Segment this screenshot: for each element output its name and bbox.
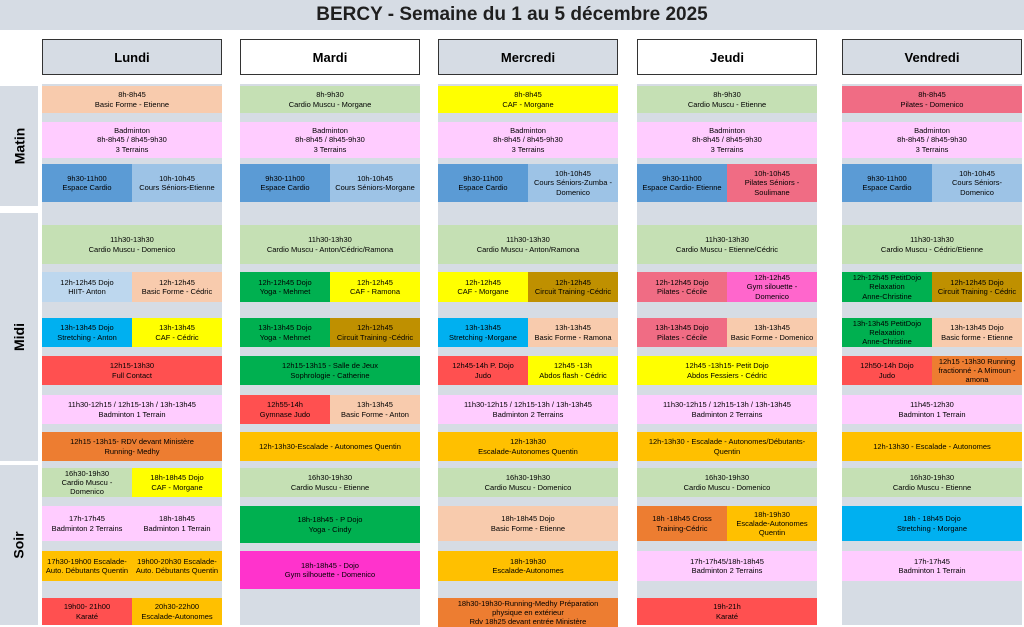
period-label-text: Matin <box>11 127 27 165</box>
schedule-cell-lundi: 11h30-12h15 / 12h15-13h / 13h-13h45 Badminton 1 Terrain <box>42 395 222 424</box>
schedule-cell-mercredi: 11h30-13h30 Cardio Muscu - Anton/Ramona <box>438 225 618 264</box>
day-header-lundi: Lundi <box>42 39 222 75</box>
day-header-mardi: Mardi <box>240 39 420 75</box>
schedule-cell-jeudi: 16h30-19h30 Cardio Muscu - Domenico <box>637 468 817 497</box>
schedule-cell-lundi: 11h30-13h30 Cardio Muscu - Domenico <box>42 225 222 264</box>
schedule-cell-mercredi: 18h-19h30 Escalade-Autonomes <box>438 551 618 581</box>
schedule-cell-mardi: 10h-10h45 Cours Séniors-Morgane <box>330 164 420 202</box>
schedule-cell-lundi: 13h-13h45 CAF - Cédric <box>132 318 222 347</box>
schedule-cell-mardi: 9h30-11h00 Espace Cardio <box>240 164 330 202</box>
schedule-cell-mardi: 13h-13h45 Basic Forme - Anton <box>330 395 420 424</box>
page-title: BERCY - Semaine du 1 au 5 décembre 2025 <box>0 0 1024 30</box>
schedule-cell-vendredi: 11h30-13h30 Cardio Muscu - Cédric/Etienne <box>842 225 1022 264</box>
schedule-cell-lundi: 10h-10h45 Cours Séniors-Etienne <box>132 164 222 202</box>
schedule-cell-vendredi: 17h-17h45 Badminton 1 Terrain <box>842 551 1022 581</box>
schedule-cell-mardi: 8h-9h30 Cardio Muscu - Morgane <box>240 86 420 113</box>
schedule-cell-lundi: 18h-18h45 Dojo CAF - Morgane <box>132 468 222 497</box>
schedule-cell-lundi: 18h-18h45 Badminton 1 Terrain <box>132 506 222 541</box>
schedule-cell-jeudi: 11h30-13h30 Cardio Muscu - Etienne/Cédric <box>637 225 817 264</box>
schedule-cell-lundi: 17h-17h45 Badminton 2 Terrains <box>42 506 132 541</box>
schedule-cell-mardi: 12h-12h45 Dojo Yoga - Mehmet <box>240 272 330 302</box>
schedule-cell-vendredi: 12h50-14h Dojo Judo <box>842 356 932 385</box>
schedule-cell-vendredi: 16h30-19h30 Cardio Muscu - Etienne <box>842 468 1022 497</box>
schedule-cell-lundi: Badminton 8h-8h45 / 8h45-9h30 3 Terrains <box>42 122 222 158</box>
schedule-cell-vendredi: 8h-8h45 Pilates - Domenico <box>842 86 1022 113</box>
schedule-cell-lundi: 12h15 -13h15- RDV devant Ministère Running- Medhy <box>42 432 222 461</box>
schedule-cell-lundi: 9h30-11h00 Espace Cardio <box>42 164 132 202</box>
schedule-cell-vendredi: 11h45-12h30 Badminton 1 Terrain <box>842 395 1022 424</box>
schedule-cell-lundi: 8h-8h45 Basic Forme - Etienne <box>42 86 222 113</box>
schedule-cell-mercredi: 12h45 -13h Abdos flash - Cédric <box>528 356 618 385</box>
schedule-cell-mardi: 11h30-13h30 Cardio Muscu - Anton/Cédric/Ramona <box>240 225 420 264</box>
day-header-vendredi: Vendredi <box>842 39 1022 75</box>
schedule-cell-jeudi: 12h45 -13h15- Petit Dojo Abdos Fessiers - Cédric <box>637 356 817 385</box>
schedule-cell-mardi: 12h55-14h Gymnase Judo <box>240 395 330 424</box>
schedule-cell-mardi: 12h15-13h15 - Salle de Jeux Sophrologie - Catherine <box>240 356 420 385</box>
schedule-cell-lundi: 13h-13h45 Dojo Stretching - Anton <box>42 318 132 347</box>
schedule-cell-mardi: 13h-13h45 Dojo Yoga - Mehmet <box>240 318 330 347</box>
schedule-cell-mardi: 12h-13h30-Escalade - Autonomes Quentin <box>240 432 420 461</box>
schedule-cell-vendredi: 12h15 -13h30 Running fractionné - A Mimoun - amona <box>932 356 1022 385</box>
schedule-cell-mardi: 18h-18h45 - Dojo Gym silhouette - Domenico <box>240 551 420 589</box>
schedule-cell-vendredi: 18h - 18h45 Dojo Stretching - Morgane <box>842 506 1022 541</box>
schedule-cell-lundi: 12h15-13h30 Full Contact <box>42 356 222 385</box>
schedule-cell-jeudi: 13h-13h45 Dojo Pilates - Cécile <box>637 318 727 347</box>
schedule-cell-vendredi: 13h-13h45 Dojo Basic forme - Etienne <box>932 318 1022 347</box>
schedule-cell-mardi: Badminton 8h-8h45 / 8h45-9h30 3 Terrains <box>240 122 420 158</box>
schedule-cell-lundi: 12h-12h45 Dojo HIIT- Anton <box>42 272 132 302</box>
period-label-soir <box>0 465 38 625</box>
schedule-cell-vendredi: 10h-10h45 Cours Séniors- Domenico <box>932 164 1022 202</box>
schedule-cell-lundi: 19h00- 21h00 Karaté <box>42 598 132 625</box>
schedule-cell-jeudi: 19h-21h Karaté <box>637 598 817 625</box>
schedule-cell-jeudi: 12h-12h45 Gym silouette - Domenico <box>727 272 817 302</box>
schedule-cell-mardi: 16h30-19h30 Cardio Muscu - Etienne <box>240 468 420 497</box>
schedule-cell-lundi: 12h-12h45 Basic Forme - Cédric <box>132 272 222 302</box>
schedule-cell-jeudi: 18h -18h45 Cross Training-Cédric <box>637 506 727 541</box>
schedule-cell-mardi: 12h-12h45 CAF - Ramona <box>330 272 420 302</box>
schedule-cell-mardi: 18h-18h45 - P Dojo Yoga - Cindy <box>240 506 420 543</box>
schedule-cell-jeudi: 11h30-12h15 / 12h15-13h / 13h-13h45 Badminton 2 Terrains <box>637 395 817 424</box>
day-header-mercredi: Mercredi <box>438 39 618 75</box>
schedule-cell-mercredi: 12h-13h30 Escalade-Autonomes Quentin <box>438 432 618 461</box>
schedule-cell-mercredi: 8h-8h45 CAF - Morgane <box>438 86 618 113</box>
schedule-cell-vendredi: 12h-12h45 Dojo Circuit Training - Cédric <box>932 272 1022 302</box>
schedule-cell-mercredi: 13h-13h45 Stretching -Morgane <box>438 318 528 347</box>
schedule-cell-mercredi: 13h-13h45 Basic Forme - Ramona <box>528 318 618 347</box>
schedule-cell-jeudi: Badminton 8h-8h45 / 8h45-9h30 3 Terrains <box>637 122 817 158</box>
schedule-cell-vendredi: 9h30-11h00 Espace Cardio <box>842 164 932 202</box>
schedule-cell-jeudi: 10h-10h45 Pilates Séniors - Soulimane <box>727 164 817 202</box>
schedule-cell-mercredi: Badminton 8h-8h45 / 8h45-9h30 3 Terrains <box>438 122 618 158</box>
schedule-cell-vendredi: 12h-12h45 PetitDojo Relaxation Anne-Christine <box>842 272 932 302</box>
schedule-cell-jeudi: 12h-12h45 Dojo Pilates - Cécile <box>637 272 727 302</box>
period-label-midi <box>0 213 38 461</box>
schedule-cell-mercredi: 9h30-11h00 Espace Cardio <box>438 164 528 202</box>
period-label-matin <box>0 86 38 206</box>
schedule-cell-mercredi: 18h-18h45 Dojo Basic Forme - Etienne <box>438 506 618 541</box>
schedule-cell-jeudi: 8h-9h30 Cardio Muscu - Etienne <box>637 86 817 113</box>
schedule-cell-vendredi: Badminton 8h-8h45 / 8h45-9h30 3 Terrains <box>842 122 1022 158</box>
schedule-cell-jeudi: 12h-13h30 - Escalade - Autonomes/Débutants- Quentin <box>637 432 817 461</box>
schedule-cell-mercredi: 18h30-19h30-Running-Medhy Préparation physique en extérieur Rdv 18h25 devant entrée Ministère <box>438 598 618 627</box>
schedule-cell-mercredi: 16h30-19h30 Cardio Muscu - Domenico <box>438 468 618 497</box>
schedule-cell-lundi: 20h30-22h00 Escalade-Autonomes <box>132 598 222 625</box>
schedule-cell-mercredi: 10h-10h45 Cours Séniors-Zumba - Domenico <box>528 164 618 202</box>
schedule-cell-jeudi: 18h-19h30 Escalade-Autonomes Quentin <box>727 506 817 541</box>
schedule-cell-lundi: 16h30-19h30 Cardio Muscu - Domenico <box>42 468 132 497</box>
schedule-cell-mardi: 12h-12h45 Circuit Training -Cédric <box>330 318 420 347</box>
day-header-jeudi: Jeudi <box>637 39 817 75</box>
period-label-text: Soir <box>10 531 27 559</box>
schedule-cell-jeudi: 9h30-11h00 Espace Cardio- Etienne <box>637 164 727 202</box>
schedule-cell-lundi: 19h00-20h30 Escalade- Auto. Débutants Quentin <box>132 551 222 581</box>
schedule-cell-vendredi: 13h-13h45 PetitDojo Relaxation Anne-Christine <box>842 318 932 347</box>
schedule-cell-mercredi: 12h-12h45 Circuit Training -Cédric <box>528 272 618 302</box>
schedule-cell-vendredi: 12h-13h30 - Escalade - Autonomes <box>842 432 1022 461</box>
schedule-cell-mercredi: 12h45-14h P. Dojo Judo <box>438 356 528 385</box>
period-label-text: Midi <box>11 323 27 351</box>
schedule-cell-jeudi: 17h-17h45/18h-18h45 Badminton 2 Terrains <box>637 551 817 581</box>
schedule-cell-mercredi: 12h-12h45 CAF - Morgane <box>438 272 528 302</box>
schedule-cell-lundi: 17h30-19h00 Escalade- Auto. Débutants Quentin <box>42 551 132 581</box>
schedule-cell-jeudi: 13h-13h45 Basic Forme - Domenico <box>727 318 817 347</box>
schedule-cell-mercredi: 11h30-12h15 / 12h15-13h / 13h-13h45 Badminton 2 Terrains <box>438 395 618 424</box>
